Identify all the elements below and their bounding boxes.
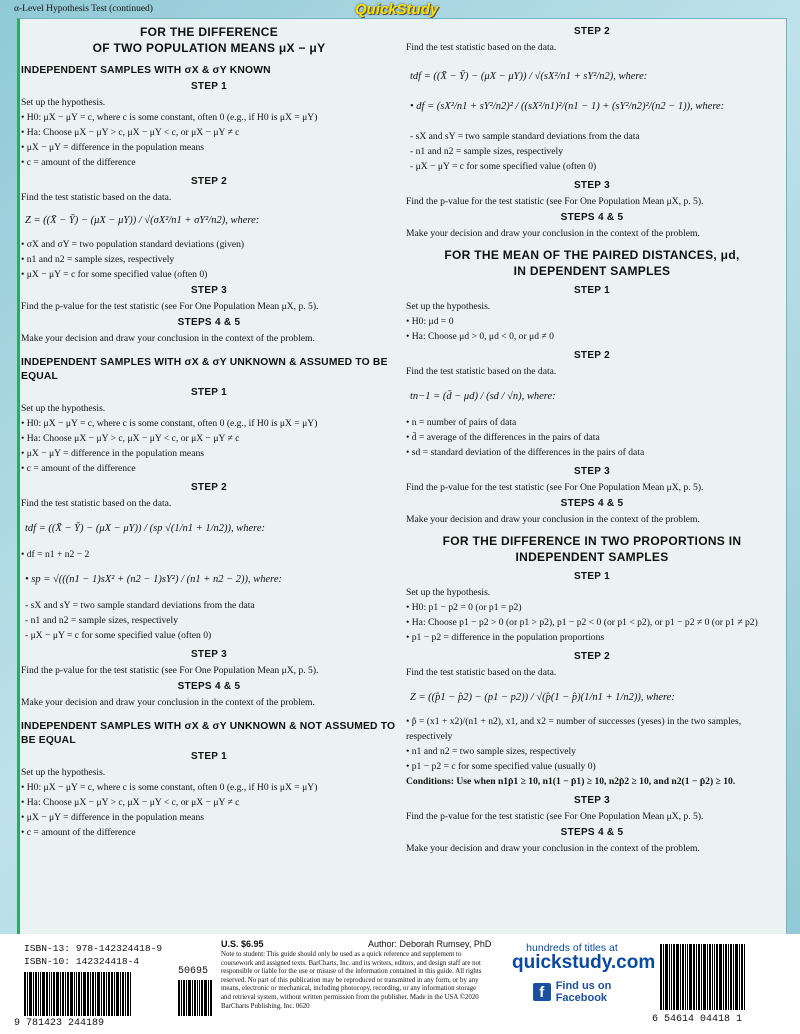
fb-line1: Find us on bbox=[555, 980, 612, 992]
subsection-heading: INDEPENDENT SAMPLES WITH σX & σY UNKNOWN & ASSUMED TO BE EQUAL bbox=[21, 357, 388, 382]
bullet: • p1 − p2 = difference in the population proportions bbox=[406, 632, 605, 643]
text: Find the p-value for the test statistic (see For One Population Mean μX, p. 5). bbox=[406, 811, 704, 822]
text: Make your decision and draw your conclusion in the context of the problem. bbox=[21, 333, 315, 344]
section-title: INDEPENDENT SAMPLES bbox=[515, 550, 669, 564]
barcode-right-digits: 6 54614 04418 1 bbox=[652, 1014, 743, 1025]
step-heading: STEP 2 bbox=[573, 350, 611, 361]
price: U.S. $6.95 bbox=[221, 939, 264, 949]
bullet: • c = amount of the difference bbox=[21, 827, 136, 838]
barcode-addon-digits: 50695 bbox=[178, 966, 209, 977]
formula: tdf = ((X̄ − Ȳ) − (μX − μY)) / (sp √(1/n1 + 1/n2)), where: bbox=[25, 523, 266, 534]
step-heading: STEP 2 bbox=[190, 482, 228, 493]
formula: tn−1 = (d̄ − μd) / (sd / √n), where: bbox=[410, 391, 556, 402]
bullet: • Ha: Choose μX − μY > c, μX − μY < c, or μX − μY ≠ c bbox=[21, 797, 240, 808]
bullet: • H0: μX − μY = c, where c is some constant, often 0 (e.g., if H0 is μX = μY) bbox=[21, 418, 318, 429]
step-heading: STEP 1 bbox=[190, 751, 228, 762]
bullet: • Ha: Choose μX − μY > c, μX − μY < c, or μX − μY ≠ c bbox=[21, 127, 240, 138]
author: Author: Deborah Rumsey, PhD bbox=[368, 939, 492, 949]
formula: • sp = √(((n1 − 1)sX² + (n2 − 1)sY²) / (n1 + n2 − 2)), where: bbox=[25, 574, 283, 585]
bullet: • n1 and n2 = sample sizes, respectively bbox=[21, 254, 175, 265]
bullet: • μX − μY = difference in the population means bbox=[21, 142, 204, 153]
step-heading: STEPS 4 & 5 bbox=[560, 827, 624, 838]
step-heading: STEP 3 bbox=[573, 180, 611, 191]
text: Set up the hypothesis. bbox=[21, 403, 106, 414]
bullet: • p̂ = (x1 + x2)/(n1 + n2), x1, and x2 = number of successes (yeses) in the two samples, respectively bbox=[406, 716, 742, 742]
sub-bullet: - μX − μY = c for some specified value (often 0) bbox=[25, 630, 212, 641]
bullet: • H0: μd = 0 bbox=[406, 316, 454, 327]
bullet: • sd = standard deviation of the differences in the pairs of data bbox=[406, 447, 645, 458]
section-title: FOR THE MEAN OF THE PAIRED DISTANCES, μd, bbox=[444, 248, 740, 262]
step-heading: STEP 1 bbox=[190, 387, 228, 398]
left-column bbox=[21, 18, 397, 840]
step-heading: STEP 3 bbox=[190, 285, 228, 296]
barcode-left-digits: 9 781423 244189 bbox=[14, 1018, 105, 1029]
promo-block bbox=[512, 942, 656, 1004]
text: Find the p-value for the test statistic (see For One Population Mean μX, p. 5). bbox=[21, 301, 319, 312]
bullet: • μX − μY = difference in the population means bbox=[21, 448, 204, 459]
formula: Z = ((X̄ − Ȳ) − (μX − μY)) / √(σX²/n1 + σY²/n2), where: bbox=[25, 215, 260, 226]
page-number: 6 bbox=[396, 1022, 401, 1031]
isbn-block bbox=[24, 942, 162, 968]
barcode-right bbox=[660, 944, 785, 1010]
step-heading: STEP 2 bbox=[190, 176, 228, 187]
bullet: • n = number of pairs of data bbox=[406, 417, 517, 428]
sub-bullet: - sX and sY = two sample standard deviations from the data bbox=[410, 131, 640, 142]
isbn10: ISBN-10: 142324418-4 bbox=[24, 956, 140, 967]
step-heading: STEPS 4 & 5 bbox=[177, 317, 241, 328]
bullet: • σX and σY = two population standard deviations (given) bbox=[21, 239, 245, 250]
barcode-left bbox=[24, 972, 174, 1016]
section-title: IN DEPENDENT SAMPLES bbox=[513, 264, 671, 278]
sub-bullet: - n1 and n2 = sample sizes, respectively bbox=[25, 615, 179, 626]
bullet: • μX − μY = c for some specified value (often 0) bbox=[21, 269, 208, 280]
text: Find the p-value for the test statistic (see For One Population Mean μX, p. 5). bbox=[406, 196, 704, 207]
right-column bbox=[406, 18, 778, 856]
bullet: • p1 − p2 = c for some specified value (usually 0) bbox=[406, 761, 596, 772]
step-heading: STEP 1 bbox=[190, 81, 228, 92]
step-heading: STEP 3 bbox=[573, 466, 611, 477]
text: Set up the hypothesis. bbox=[406, 301, 491, 312]
sub-bullet: - sX and sY = two sample standard deviations from the data bbox=[25, 600, 255, 611]
sub-bullet: - μX − μY = c for some specified value (often 0) bbox=[410, 161, 597, 172]
step-heading: STEP 2 bbox=[573, 26, 611, 37]
text: Find the p-value for the test statistic (see For One Population Mean μX, p. 5). bbox=[21, 665, 319, 676]
top-bar bbox=[0, 0, 800, 18]
text: Find the test statistic based on the data. bbox=[21, 498, 172, 509]
bullet: • μX − μY = difference in the population means bbox=[21, 812, 204, 823]
bullet: • df = n1 + n2 − 2 bbox=[21, 549, 90, 560]
bullet: • c = amount of the difference bbox=[21, 463, 136, 474]
step-heading: STEPS 4 & 5 bbox=[560, 498, 624, 509]
text: Make your decision and draw your conclusion in the context of the problem. bbox=[406, 514, 700, 525]
legal-notice: Note to student: This guide should only be used as a quick reference and supplement to coursework and assigned texts. BarCharts, Inc. and its writers, editors, and design staff are not responsible or liable for the use or misuse of the information contained in this guide. All rights reserved. No part of this publication may be reproduced or transmitted in any form, or by any means, electronic or mechanical, including photocopy, recording, or any information storage and retrieval system, without written permission from the publisher. Made in the USA ©2020 BarCharts Publishing, Inc. 0620 bbox=[221, 951, 482, 1010]
running-head: α-Level Hypothesis Test (continued) bbox=[14, 4, 153, 14]
bullet: • H0: μX − μY = c, where c is some constant, often 0 (e.g., if H0 is μX = μY) bbox=[21, 782, 318, 793]
promo-site[interactable]: quickstudy.com bbox=[512, 952, 656, 973]
bullet: • n1 and n2 = two sample sizes, respectively bbox=[406, 746, 576, 757]
text: Find the test statistic based on the data. bbox=[406, 42, 557, 53]
text: Find the test statistic based on the data. bbox=[406, 366, 557, 377]
formula: tdf = ((X̄ − Ȳ) − (μX − μY)) / √(sX²/n1 + sY²/n2), where: bbox=[410, 71, 648, 82]
bullet: • Ha: Choose μd > 0, μd < 0, or μd ≠ 0 bbox=[406, 331, 554, 342]
bullet: • H0: μX − μY = c, where c is some constant, often 0 (e.g., if H0 is μX = μY) bbox=[21, 112, 318, 123]
subsection-heading: INDEPENDENT SAMPLES WITH σX & σY UNKNOWN & NOT ASSUMED TO BE EQUAL bbox=[21, 721, 396, 746]
isbn13: ISBN-13: 978-142324418-9 bbox=[24, 943, 163, 954]
step-heading: STEP 1 bbox=[573, 571, 611, 582]
section-title: OF TWO POPULATION MEANS μX − μY bbox=[92, 41, 326, 55]
formula: Z = ((p̂1 − p̂2) − (p1 − p2)) / √(p̂(1 − p̂)(1/n1 + 1/n2)), where: bbox=[410, 692, 675, 703]
step-heading: STEPS 4 & 5 bbox=[560, 212, 624, 223]
text: Make your decision and draw your conclusion in the context of the problem. bbox=[21, 697, 315, 708]
bullet: • H0: p1 − p2 = 0 (or p1 = p2) bbox=[406, 602, 522, 613]
barcode-addon bbox=[178, 980, 218, 1016]
section-title: FOR THE DIFFERENCE bbox=[139, 25, 279, 39]
facebook-icon: f bbox=[533, 983, 551, 1001]
fb-line2: Facebook bbox=[555, 992, 608, 1004]
sub-bullet: - n1 and n2 = sample sizes, respectively bbox=[410, 146, 564, 157]
brand-logo: QuickStudy bbox=[355, 1, 439, 18]
step-heading: STEP 2 bbox=[573, 651, 611, 662]
conditions: Conditions: Use when n1p̂1 ≥ 10, n1(1 − p̂1) ≥ 10, n2p̂2 ≥ 10, and n2(1 − p̂2) ≥ 10. bbox=[406, 776, 736, 787]
step-heading: STEP 1 bbox=[573, 285, 611, 296]
subsection-heading: INDEPENDENT SAMPLES WITH σX & σY KNOWN bbox=[21, 65, 271, 76]
footer bbox=[0, 934, 800, 1034]
step-heading: STEPS 4 & 5 bbox=[177, 681, 241, 692]
section-title: FOR THE DIFFERENCE IN TWO PROPORTIONS IN bbox=[442, 534, 742, 548]
text: Set up the hypothesis. bbox=[21, 767, 106, 778]
bullet: • d̄ = average of the differences in the pairs of data bbox=[406, 432, 600, 443]
step-heading: STEP 3 bbox=[190, 649, 228, 660]
text: Set up the hypothesis. bbox=[406, 587, 491, 598]
facebook-link[interactable] bbox=[512, 980, 632, 1004]
bullet: • Ha: Choose μX − μY > c, μX − μY < c, or μX − μY ≠ c bbox=[21, 433, 240, 444]
promo-line1: hundreds of titles at bbox=[526, 942, 618, 954]
text: Find the test statistic based on the data. bbox=[406, 667, 557, 678]
text: Make your decision and draw your conclusion in the context of the problem. bbox=[406, 228, 700, 239]
text: Make your decision and draw your conclusion in the context of the problem. bbox=[406, 843, 700, 854]
text: Set up the hypothesis. bbox=[21, 97, 106, 108]
formula: • df = (sX²/n1 + sY²/n2)² / ((sX²/n1)²/(n1 − 1) + (sY²/n2)²/(n2 − 1)), where: bbox=[410, 101, 725, 112]
text: Find the p-value for the test statistic (see For One Population Mean μX, p. 5). bbox=[406, 482, 704, 493]
step-heading: STEP 3 bbox=[573, 795, 611, 806]
text: Find the test statistic based on the data. bbox=[21, 192, 172, 203]
bullet: • c = amount of the difference bbox=[21, 157, 136, 168]
bullet: • Ha: Choose p1 − p2 > 0 (or p1 > p2), p1 − p2 < 0 (or p1 < p2), or p1 − p2 ≠ 0 (or p1 ≠ p2) bbox=[406, 617, 758, 628]
